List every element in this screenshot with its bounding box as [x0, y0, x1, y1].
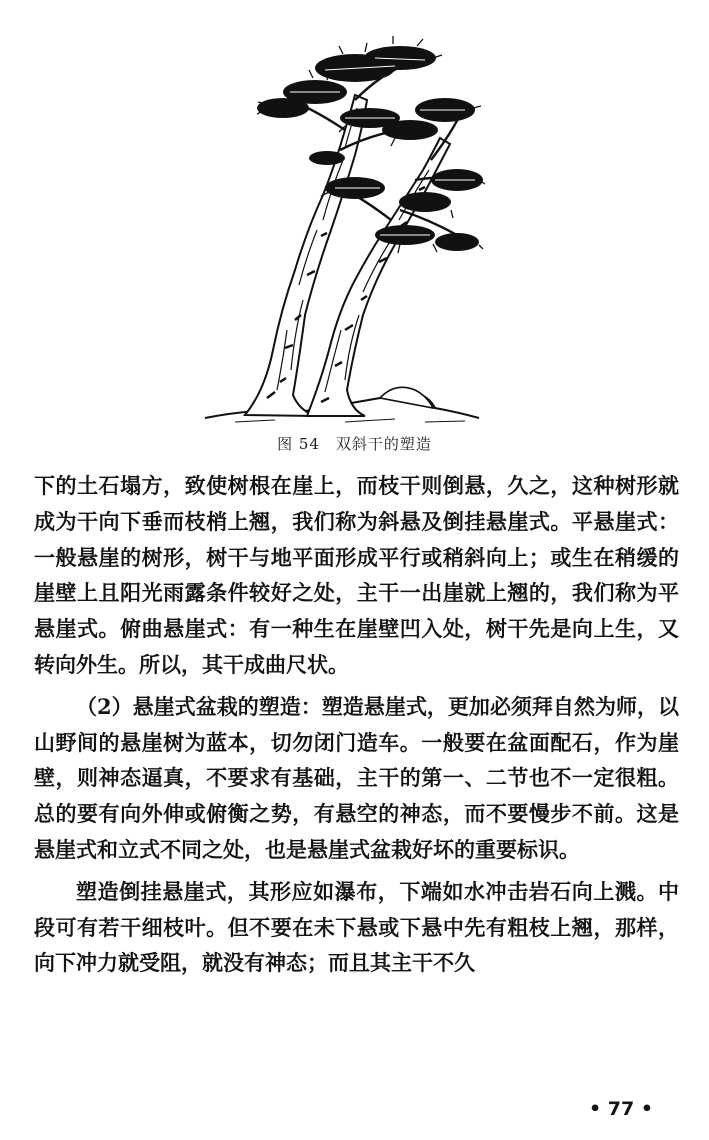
paragraph: 塑造倒挂悬崖式，其形应如瀑布，下端如水冲击岩石向上溅。中段可有若干细枝叶。但不要在未下悬或下悬中先有粗枝上翘，那样，向下冲力就受阻，就没有神态；而且其主干不久 [34, 878, 679, 976]
figure-caption: 图 54 双斜干的塑造 [277, 435, 432, 453]
two-leaning-pines-icon [195, 30, 485, 430]
body-text [34, 468, 679, 981]
page-number: • 77 • [589, 1098, 653, 1120]
paragraph: 下的土石塌方，致使树根在崖上，而枝干则倒悬，久之，这种树形就成为干向下垂而枝梢上翘，我们称为斜悬及倒挂悬崖式。平悬崖式：一般悬崖的树形，树干与地平面形成平行或稍斜向上；或生在稍缓的崖壁上且阳光雨露条件较好之处，主干一出崖就上翘的，我们称为平悬崖式。俯曲悬崖式：有一种生在崖壁凹入处，树干先是向上生，又转向外生。所以，其干成曲尺状。 [34, 473, 679, 677]
paragraph: （2）悬崖式盆栽的塑造：塑造悬崖式，更加必须拜自然为师，以山野间的悬崖树为蓝本，切勿闭门造车。一般要在盆面配石，作为崖壁，则神态逼真，不要求有基础，主干的第一、二节也不一定很粗。总的要有向外伸或俯衡之势，有悬空的神态，而不要慢步不前。这是悬崖式和立式不同之处，也是悬崖式盆栽好坏的重要标识。 [34, 693, 679, 862]
figure [195, 30, 485, 430]
